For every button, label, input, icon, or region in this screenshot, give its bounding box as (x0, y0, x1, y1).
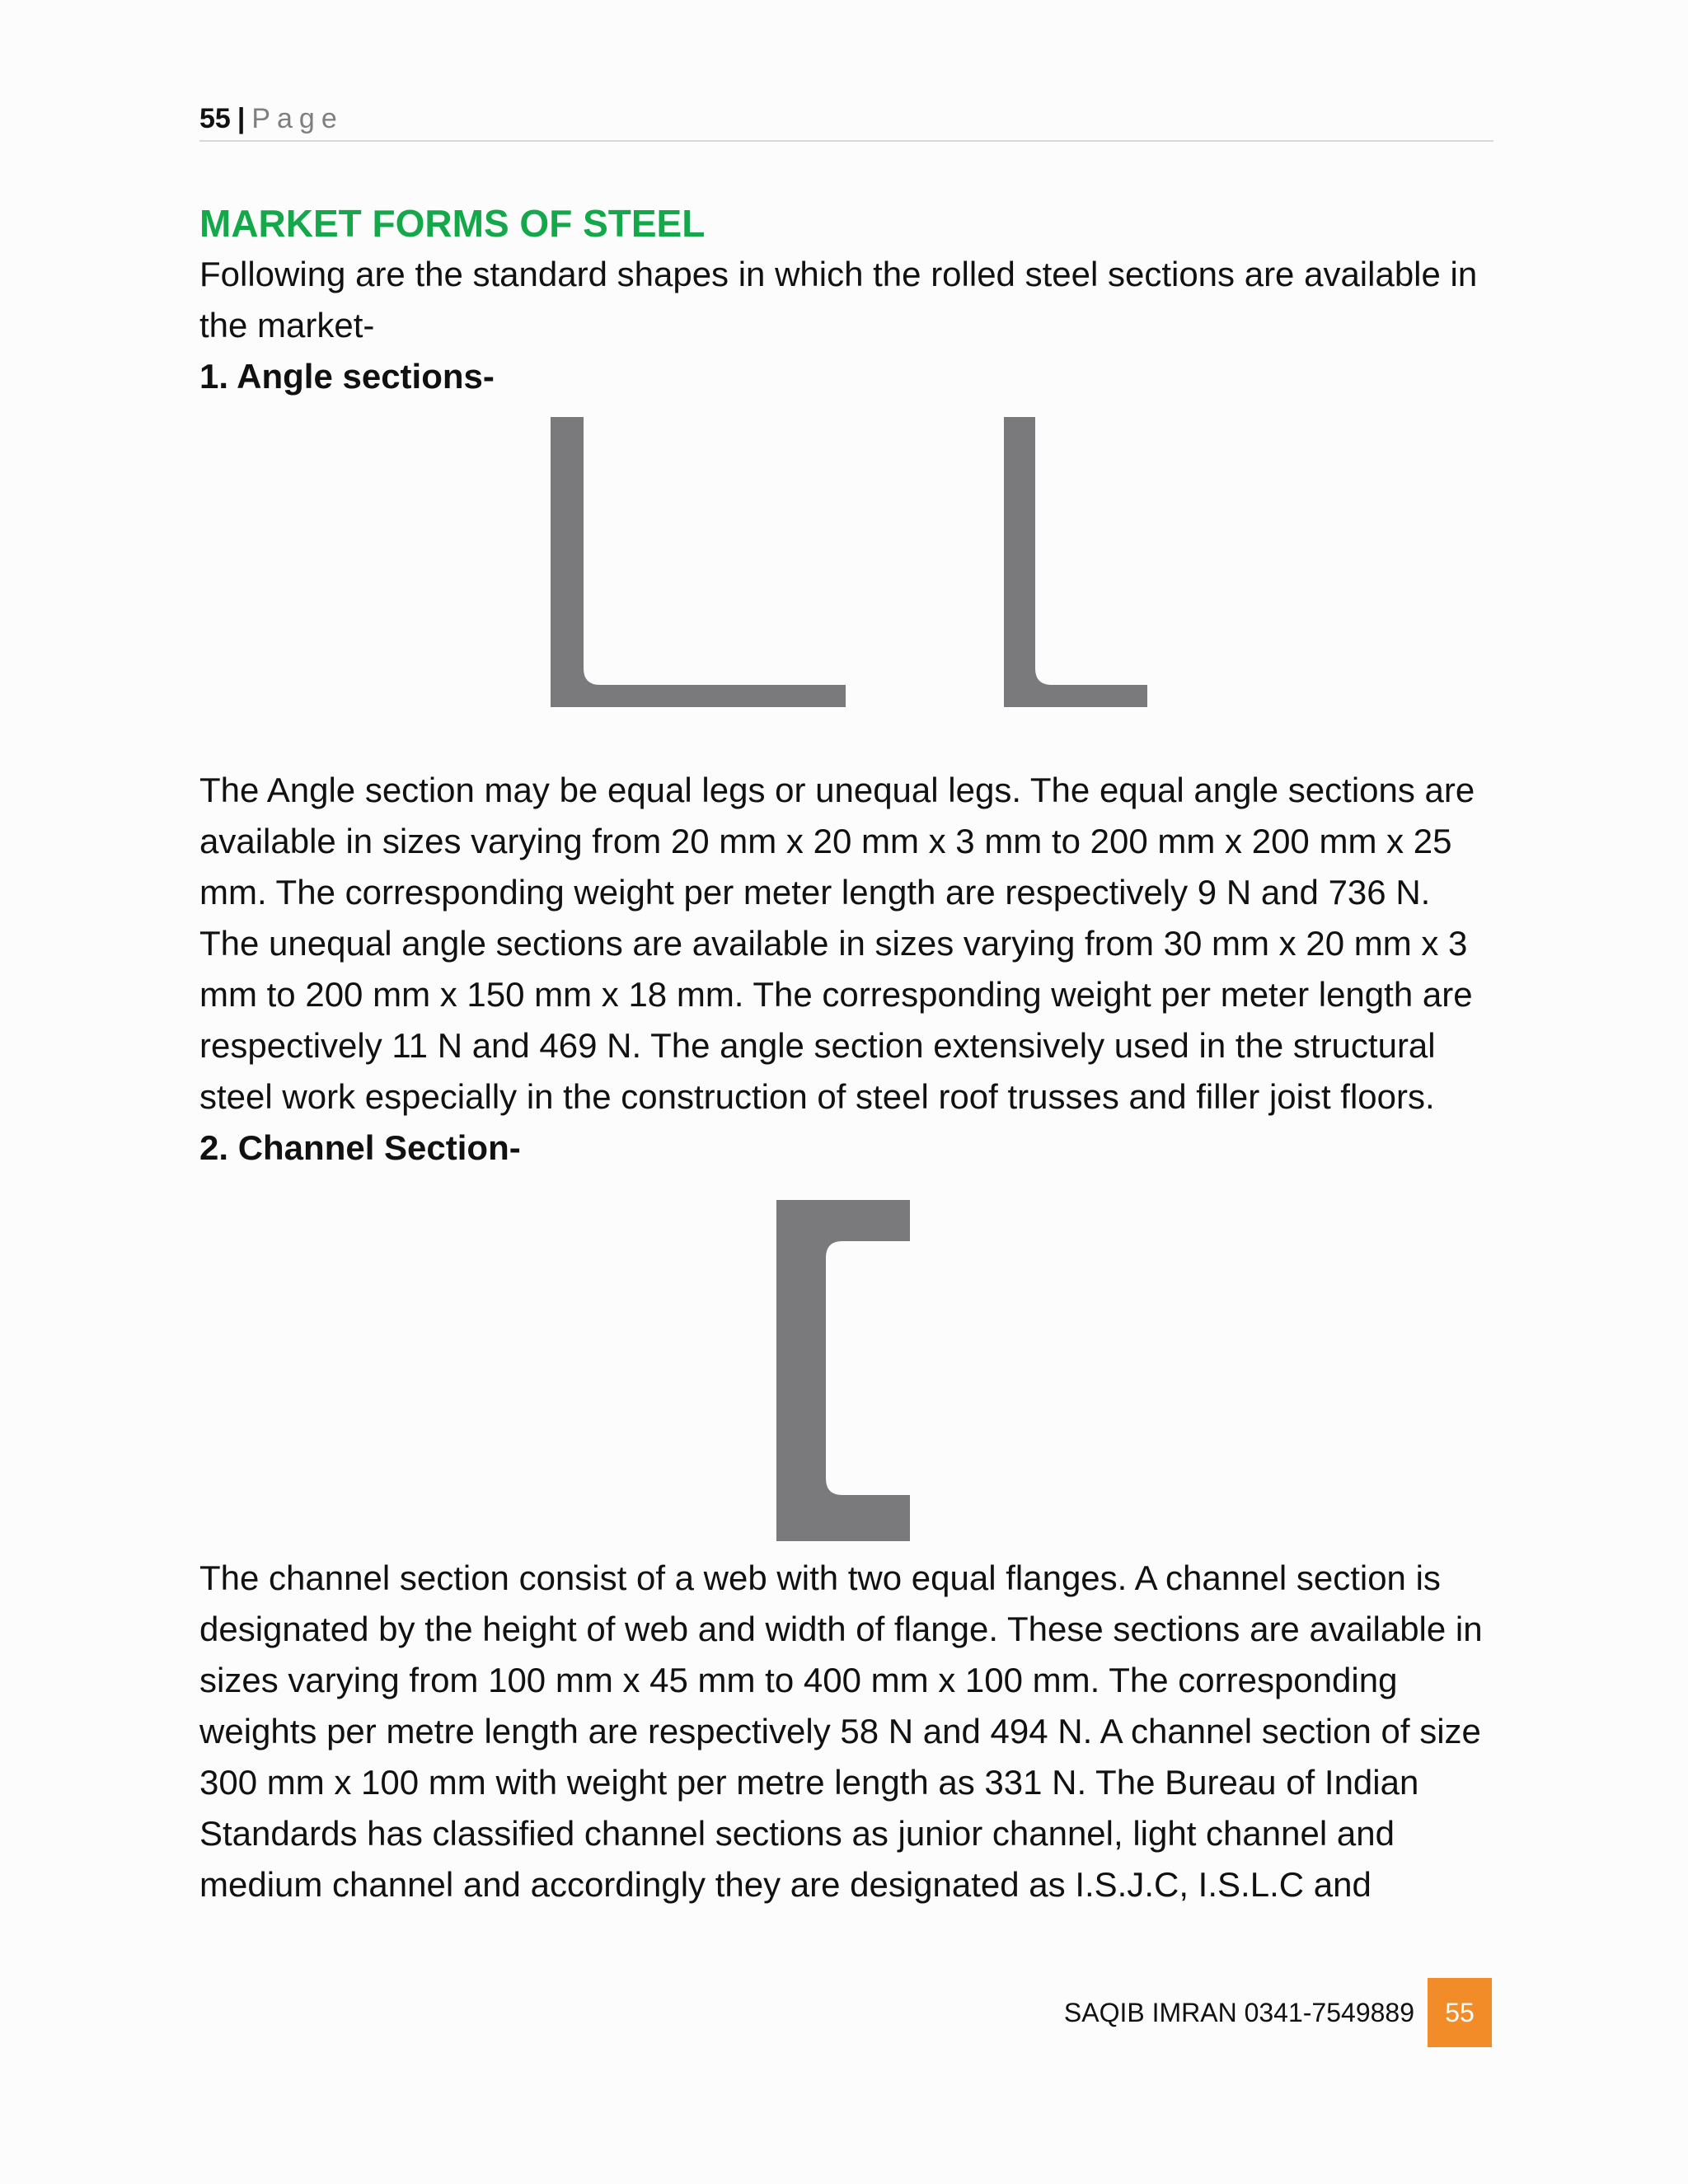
footer-author: SAQIB IMRAN 0341-7549889 (1063, 1997, 1414, 2027)
angle-description: The Angle section may be equal legs or unequal legs. The equal angle sections are available in sizes varying from 20 mm x 20 mm x 3 mm to 200 mm x 200 mm x 25 mm. The corresponding weight per meter length are respectively 9 N and 736 N. The unequal angle sections are available in sizes varying from 30 mm x 20 mm x 3 mm to 200 mm x 150 mm x 18 mm. The corresponding weight per meter length are respectively 11 N and 469 N. The angle section extensively used in the structural steel work especially in the construction of steel roof trusses and filler joist floors. (199, 771, 1475, 1116)
angle-sections-heading: 1. Angle sections- (199, 357, 495, 396)
channel-shape (768, 1192, 925, 1546)
intro-paragraph: Following are the standard shapes in which the rolled steel sections are available in the market- (199, 255, 1478, 344)
page-header (199, 101, 1493, 142)
footer-page-badge: 55 (1428, 1978, 1492, 2047)
angle-sections-figure (199, 402, 1493, 765)
equal-angle-shape (537, 409, 851, 714)
channel-description: The channel section consist of a web with two equal flanges. A channel section is designated by the height of web and width of flange. These sections are available in sizes varying from 100 mm x 45 mm to 400 mm x 100 mm. The corresponding weights per metre length are respectively 58 N and 494 N. A channel section of size 300 mm x 100 mm with weight per metre length as 331 N. The Bureau of Indian Standards has classified channel sections as junior channel, light channel and medium channel and accordingly they are designated as I.S.J.C, I.S.L.C and (199, 1558, 1483, 1904)
header-page-label: Page (251, 103, 344, 134)
channel-section-figure (199, 1174, 1493, 1553)
section-title: MARKET FORMS OF STEEL (199, 202, 706, 245)
page-footer (1047, 1978, 1492, 2047)
header-page-number: 55 (199, 103, 231, 134)
header-separator: | (237, 103, 246, 134)
unequal-angle-shape (996, 409, 1152, 714)
document-body (199, 198, 1493, 1910)
channel-section-heading: 2. Channel Section- (199, 1128, 521, 1167)
